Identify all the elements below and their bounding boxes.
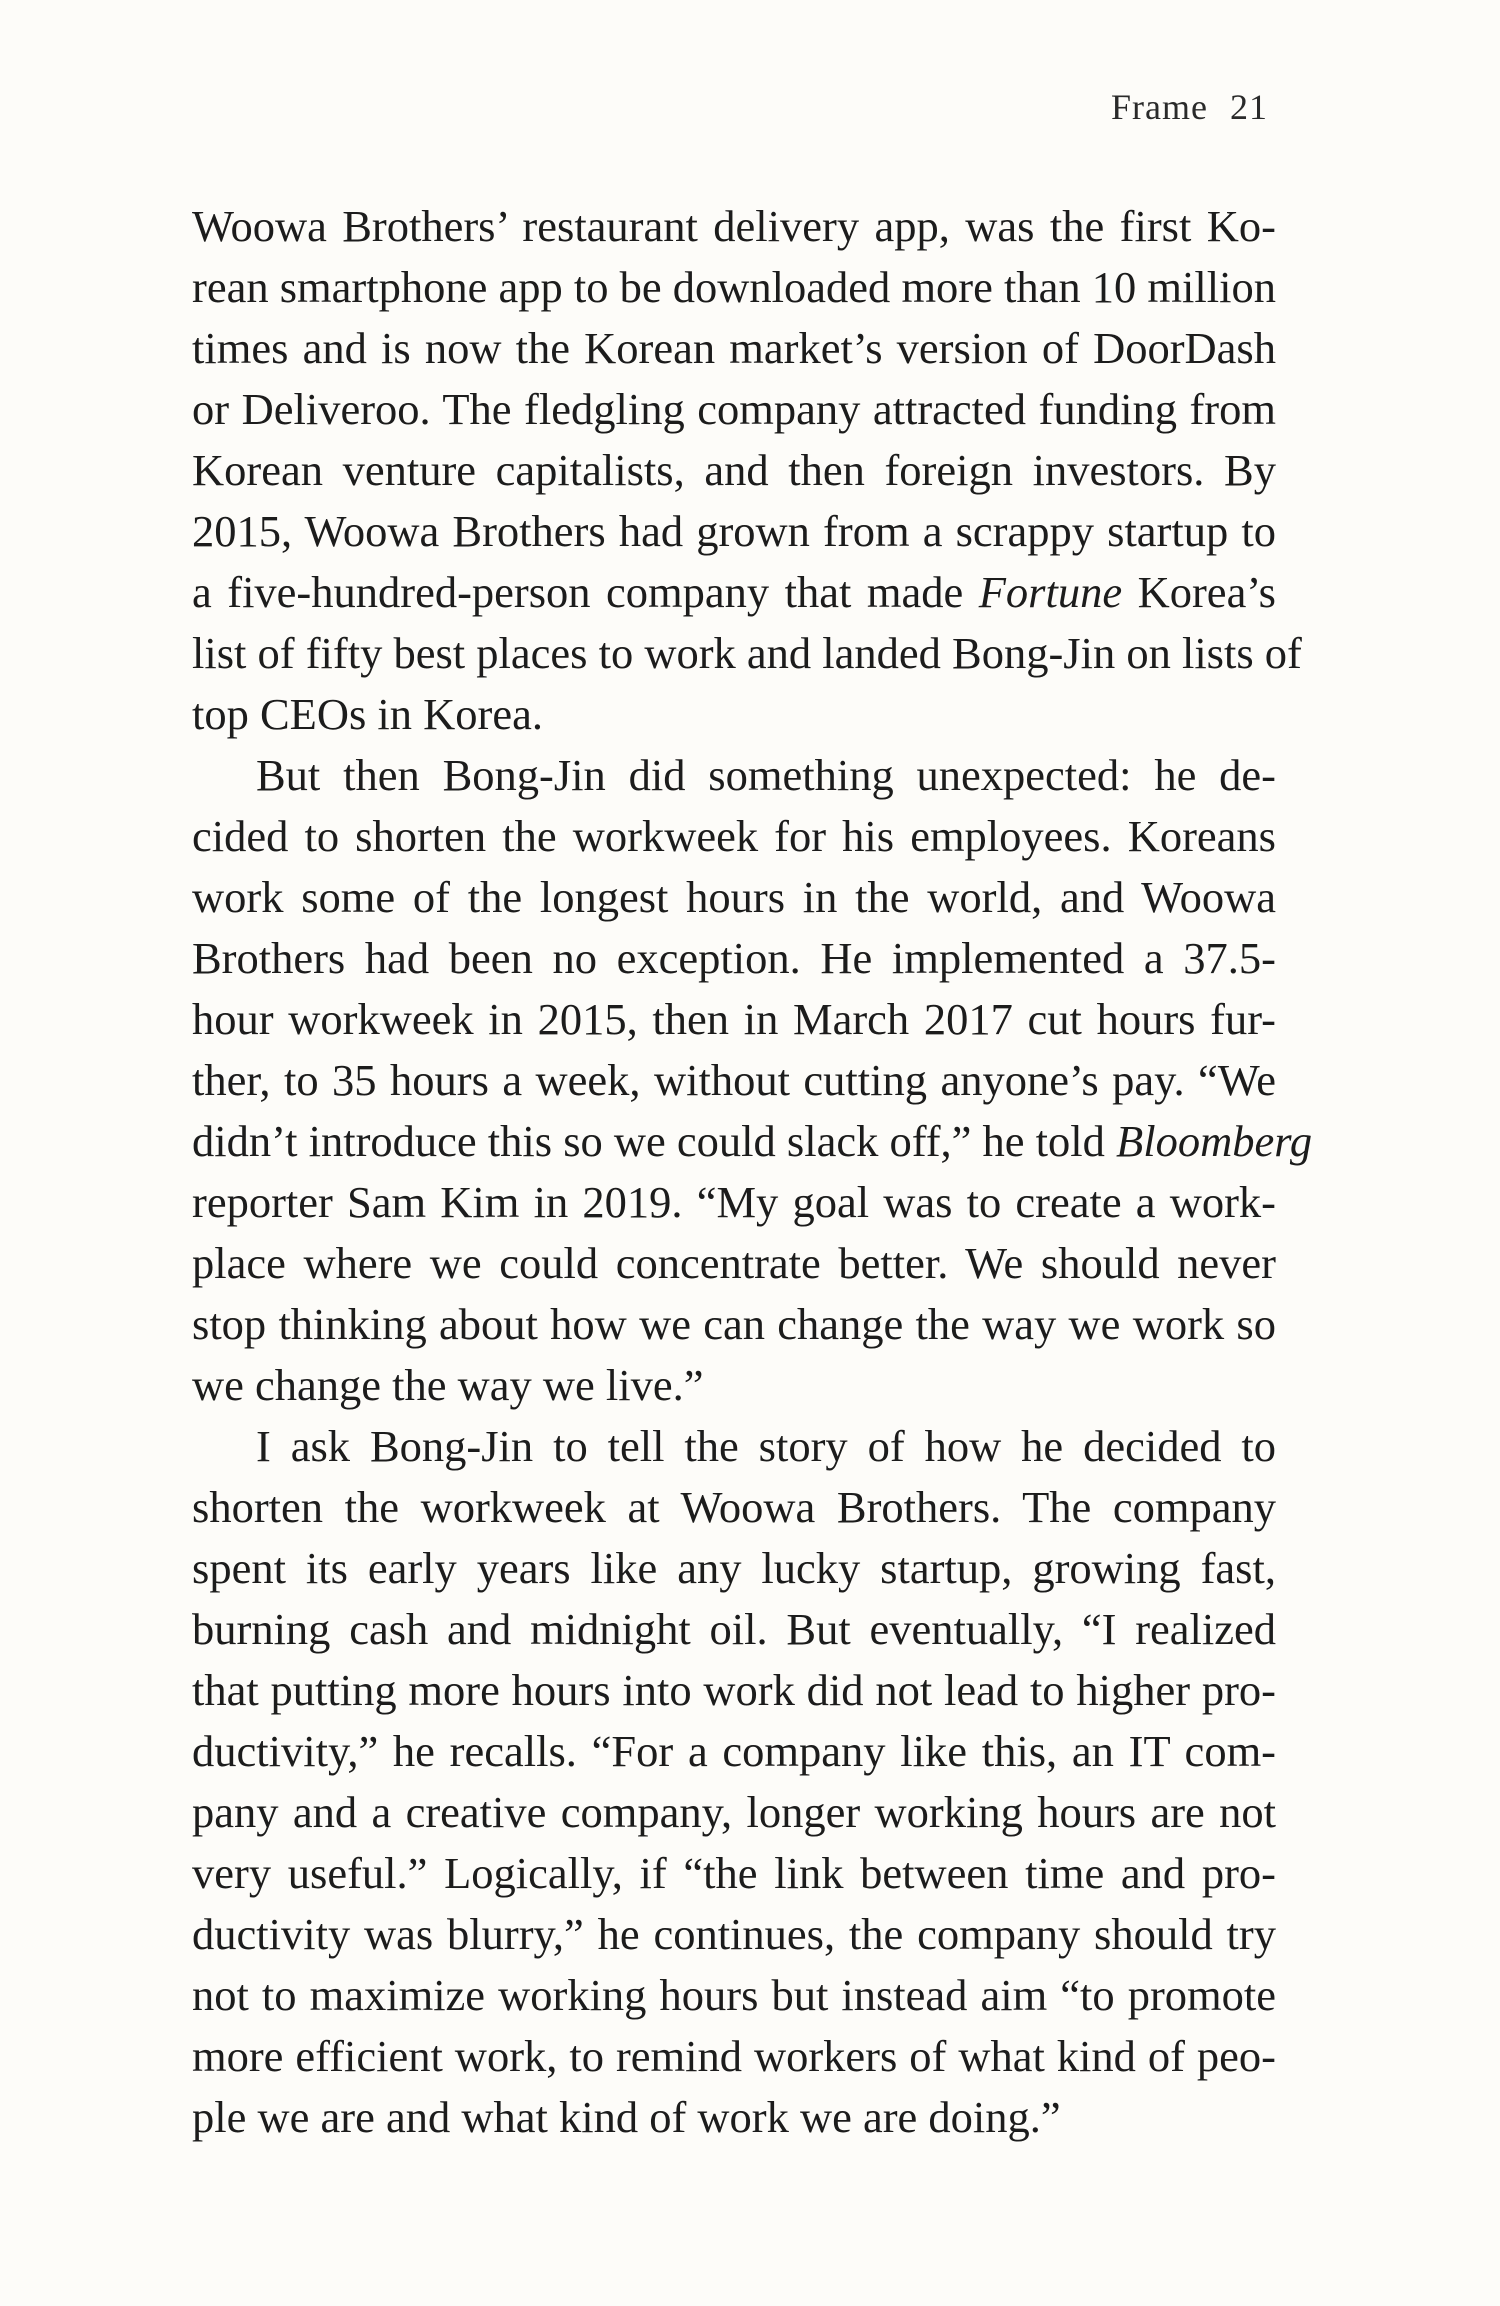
italic-title: Fortune bbox=[978, 567, 1123, 617]
text-line: But then Bong-Jin did something unexpected: he de- bbox=[256, 750, 1276, 800]
text-line bbox=[192, 562, 1276, 623]
text-line: Korean venture capitalists, and then foreign investors. By bbox=[192, 445, 1276, 495]
text-line: very useful.” Logically, if “the link between time and pro- bbox=[192, 1848, 1276, 1898]
text-line: ductivity was blurry,” he continues, the company should try bbox=[192, 1909, 1276, 1959]
text-line: spent its early years like any lucky startup, growing fast, bbox=[192, 1543, 1276, 1593]
text-line: shorten the workweek at Woowa Brothers. The company bbox=[192, 1482, 1276, 1532]
text-line: burning cash and midnight oil. But eventually, “I realized bbox=[192, 1604, 1276, 1654]
text-run: Korea’s bbox=[1122, 567, 1276, 617]
text-line: work some of the longest hours in the world, and Woowa bbox=[192, 872, 1276, 922]
page-number: 21 bbox=[1230, 87, 1268, 127]
text-line: hour workweek in 2015, then in March 2017 cut hours fur- bbox=[192, 994, 1276, 1044]
text-line: I ask Bong-Jin to tell the story of how he decided to bbox=[256, 1421, 1276, 1471]
text-line: stop thinking about how we can change the way we work so bbox=[192, 1299, 1276, 1349]
paragraph-2 bbox=[192, 745, 1313, 1416]
text-line: we change the way we live.” bbox=[192, 1360, 704, 1410]
text-line: times and is now the Korean market’s version of DoorDash bbox=[192, 323, 1276, 373]
body-text bbox=[192, 196, 1313, 2148]
text-line: Woowa Brothers’ restaurant delivery app, was the first Ko- bbox=[192, 201, 1276, 251]
text-line: that putting more hours into work did not lead to higher pro- bbox=[192, 1665, 1276, 1715]
text-line: rean smartphone app to be downloaded more than 10 million bbox=[192, 262, 1276, 312]
text-run: a five-hundred-person company that made bbox=[192, 567, 979, 617]
text-line: place where we could concentrate better. We should never bbox=[192, 1238, 1276, 1288]
running-title: Frame bbox=[1111, 87, 1208, 127]
italic-title: Bloomberg bbox=[1116, 1116, 1313, 1166]
text-line: reporter Sam Kim in 2019. “My goal was to create a work- bbox=[192, 1177, 1276, 1227]
text-line: pany and a creative company, longer working hours are not bbox=[192, 1787, 1276, 1837]
paragraph-1 bbox=[192, 196, 1302, 745]
text-line: ductivity,” he recalls. “For a company like this, an IT com- bbox=[192, 1726, 1276, 1776]
paragraph-3 bbox=[192, 1416, 1276, 2148]
text-line: or Deliveroo. The fledgling company attracted funding from bbox=[192, 384, 1276, 434]
text-line: ple we are and what kind of work we are doing.” bbox=[192, 2092, 1061, 2142]
text-run: didn’t introduce this so we could slack off,” he told bbox=[192, 1116, 1117, 1166]
text-line: 2015, Woowa Brothers had grown from a scrappy startup to bbox=[192, 506, 1276, 556]
text-line: cided to shorten the workweek for his employees. Koreans bbox=[192, 811, 1276, 861]
text-line: not to maximize working hours but instead aim “to promote bbox=[192, 1970, 1276, 2020]
text-line: top CEOs in Korea. bbox=[192, 689, 544, 739]
running-head bbox=[1111, 86, 1268, 128]
text-line: Brothers had been no exception. He implemented a 37.5- bbox=[192, 933, 1276, 983]
text-line bbox=[192, 1111, 1313, 1172]
text-line: list of fifty best places to work and landed Bong-Jin on lists of bbox=[192, 628, 1302, 678]
text-line: more efficient work, to remind workers of what kind of peo- bbox=[192, 2031, 1276, 2081]
text-line: ther, to 35 hours a week, without cutting anyone’s pay. “We bbox=[192, 1055, 1276, 1105]
